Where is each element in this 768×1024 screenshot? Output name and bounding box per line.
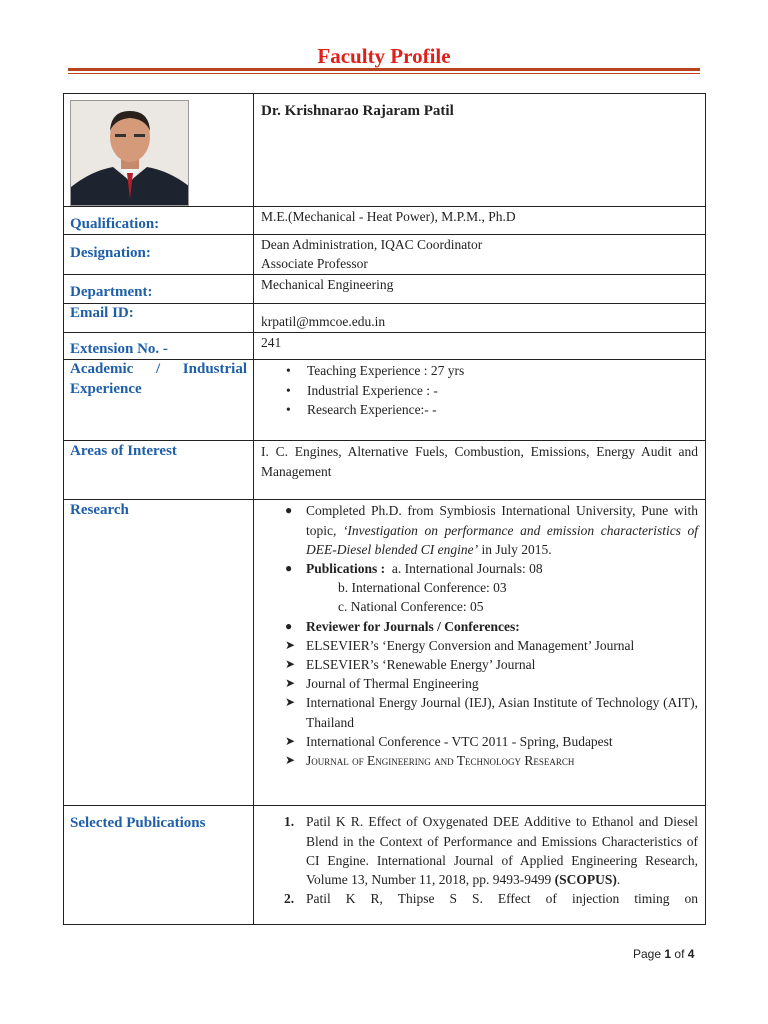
publications-label-cell bbox=[64, 806, 254, 925]
page-title: Faculty Profile bbox=[317, 44, 451, 68]
list-item: 2. Patil K R, Thipse S S. Effect of injection timing on bbox=[284, 891, 698, 907]
designation-label: Designation: bbox=[70, 245, 151, 262]
name-cell bbox=[254, 94, 706, 207]
profile-table bbox=[63, 93, 706, 925]
list-item: ➤ International Conference - VTC 2011 - Spring, Budapest bbox=[285, 733, 613, 749]
publications-label: Selected Publications bbox=[70, 815, 206, 832]
qualification-label-cell bbox=[64, 207, 254, 235]
experience-label-cell bbox=[64, 360, 254, 441]
list-item: c. National Conference: 05 bbox=[338, 599, 484, 615]
designation-line-2: Associate Professor bbox=[261, 256, 368, 272]
profile-photo bbox=[70, 100, 189, 206]
designation-line-1: Dean Administration, IQAC Coordinator bbox=[261, 237, 483, 253]
list-item: 1. Patil K R. Effect of Oxygenated DEE Additive to Ethanol and Diesel Blend in the Context of Performance and Emissions Characteristics of CI Engine. International Journal of Applied Engineering Research, Volume 13, Number 11, 2018, pp. 9493-9499 (SCOPUS). bbox=[284, 814, 698, 888]
email-label-cell bbox=[64, 304, 254, 333]
list-item: ● Completed Ph.D. from Symbiosis International University, Pune with topic, ‘Investigation on performance and emission characteristics of DEE-Diesel blended CI engine’ in July 2015. bbox=[285, 503, 699, 557]
list-item: • Research Experience:- - bbox=[307, 400, 698, 419]
email-label: Email ID: bbox=[70, 305, 134, 322]
list-item: ➤ International Energy Journal (IEJ), Asian Institute of Technology (AIT), Thailand bbox=[285, 695, 698, 730]
qualification-value: M.E.(Mechanical - Heat Power), M.P.M., Ph.D bbox=[261, 209, 516, 224]
research-label: Research bbox=[70, 502, 129, 519]
designation-value-cell bbox=[254, 235, 706, 275]
page-number: Page 1 of 4 bbox=[633, 947, 695, 961]
interest-value-cell bbox=[254, 441, 706, 500]
department-value-cell bbox=[254, 275, 706, 304]
list-item: ● Reviewer for Journals / Conferences: bbox=[285, 618, 520, 634]
title-rule-thin bbox=[68, 73, 700, 74]
email-value-cell bbox=[254, 304, 706, 333]
extension-value: 241 bbox=[261, 335, 282, 351]
photo-cell bbox=[64, 94, 254, 207]
title-rule bbox=[68, 68, 700, 71]
department-label-cell bbox=[64, 275, 254, 304]
extension-label: Extension No. - bbox=[70, 341, 168, 358]
publications-list bbox=[261, 812, 698, 908]
interest-label: Areas of Interest bbox=[70, 443, 177, 460]
extension-value-cell bbox=[254, 333, 706, 360]
list-item: ➤ Journal of Engineering and Technology Research bbox=[285, 753, 575, 769]
email-value[interactable]: krpatil@mmcoe.edu.in bbox=[261, 314, 386, 330]
publications-value-cell bbox=[254, 806, 706, 925]
department-value: Mechanical Engineering bbox=[261, 277, 394, 293]
faculty-name: Dr. Krishnarao Rajaram Patil bbox=[261, 103, 454, 119]
extension-label-cell bbox=[64, 333, 254, 360]
experience-label: Academic / Industrial Experience bbox=[70, 361, 247, 397]
person-portrait-icon bbox=[71, 101, 189, 206]
interest-label-cell bbox=[64, 441, 254, 500]
qualification-value-cell bbox=[254, 207, 706, 235]
department-label: Department: bbox=[70, 284, 153, 301]
list-item: ➤ Journal of Thermal Engineering bbox=[285, 676, 479, 692]
interest-value: I. C. Engines, Alternative Fuels, Combustion, Emissions, Energy Audit and Management bbox=[261, 444, 698, 479]
experience-value-cell bbox=[254, 360, 706, 441]
research-list bbox=[261, 501, 698, 770]
research-value-cell bbox=[254, 500, 706, 806]
list-item: • Teaching Experience : 27 yrs bbox=[307, 361, 698, 380]
experience-list bbox=[261, 361, 698, 419]
list-item: ➤ ELSEVIER’s ‘Renewable Energy’ Journal bbox=[285, 657, 536, 673]
research-label-cell bbox=[64, 500, 254, 806]
list-item: ● Publications : a. International Journals: 08 bbox=[285, 561, 543, 577]
list-item: ➤ ELSEVIER’s ‘Energy Conversion and Management’ Journal bbox=[285, 637, 635, 653]
list-item: b. International Conference: 03 bbox=[338, 580, 507, 596]
qualification-label: Qualification: bbox=[70, 216, 160, 232]
list-item: • Industrial Experience : - bbox=[307, 381, 698, 400]
designation-label-cell bbox=[64, 235, 254, 275]
